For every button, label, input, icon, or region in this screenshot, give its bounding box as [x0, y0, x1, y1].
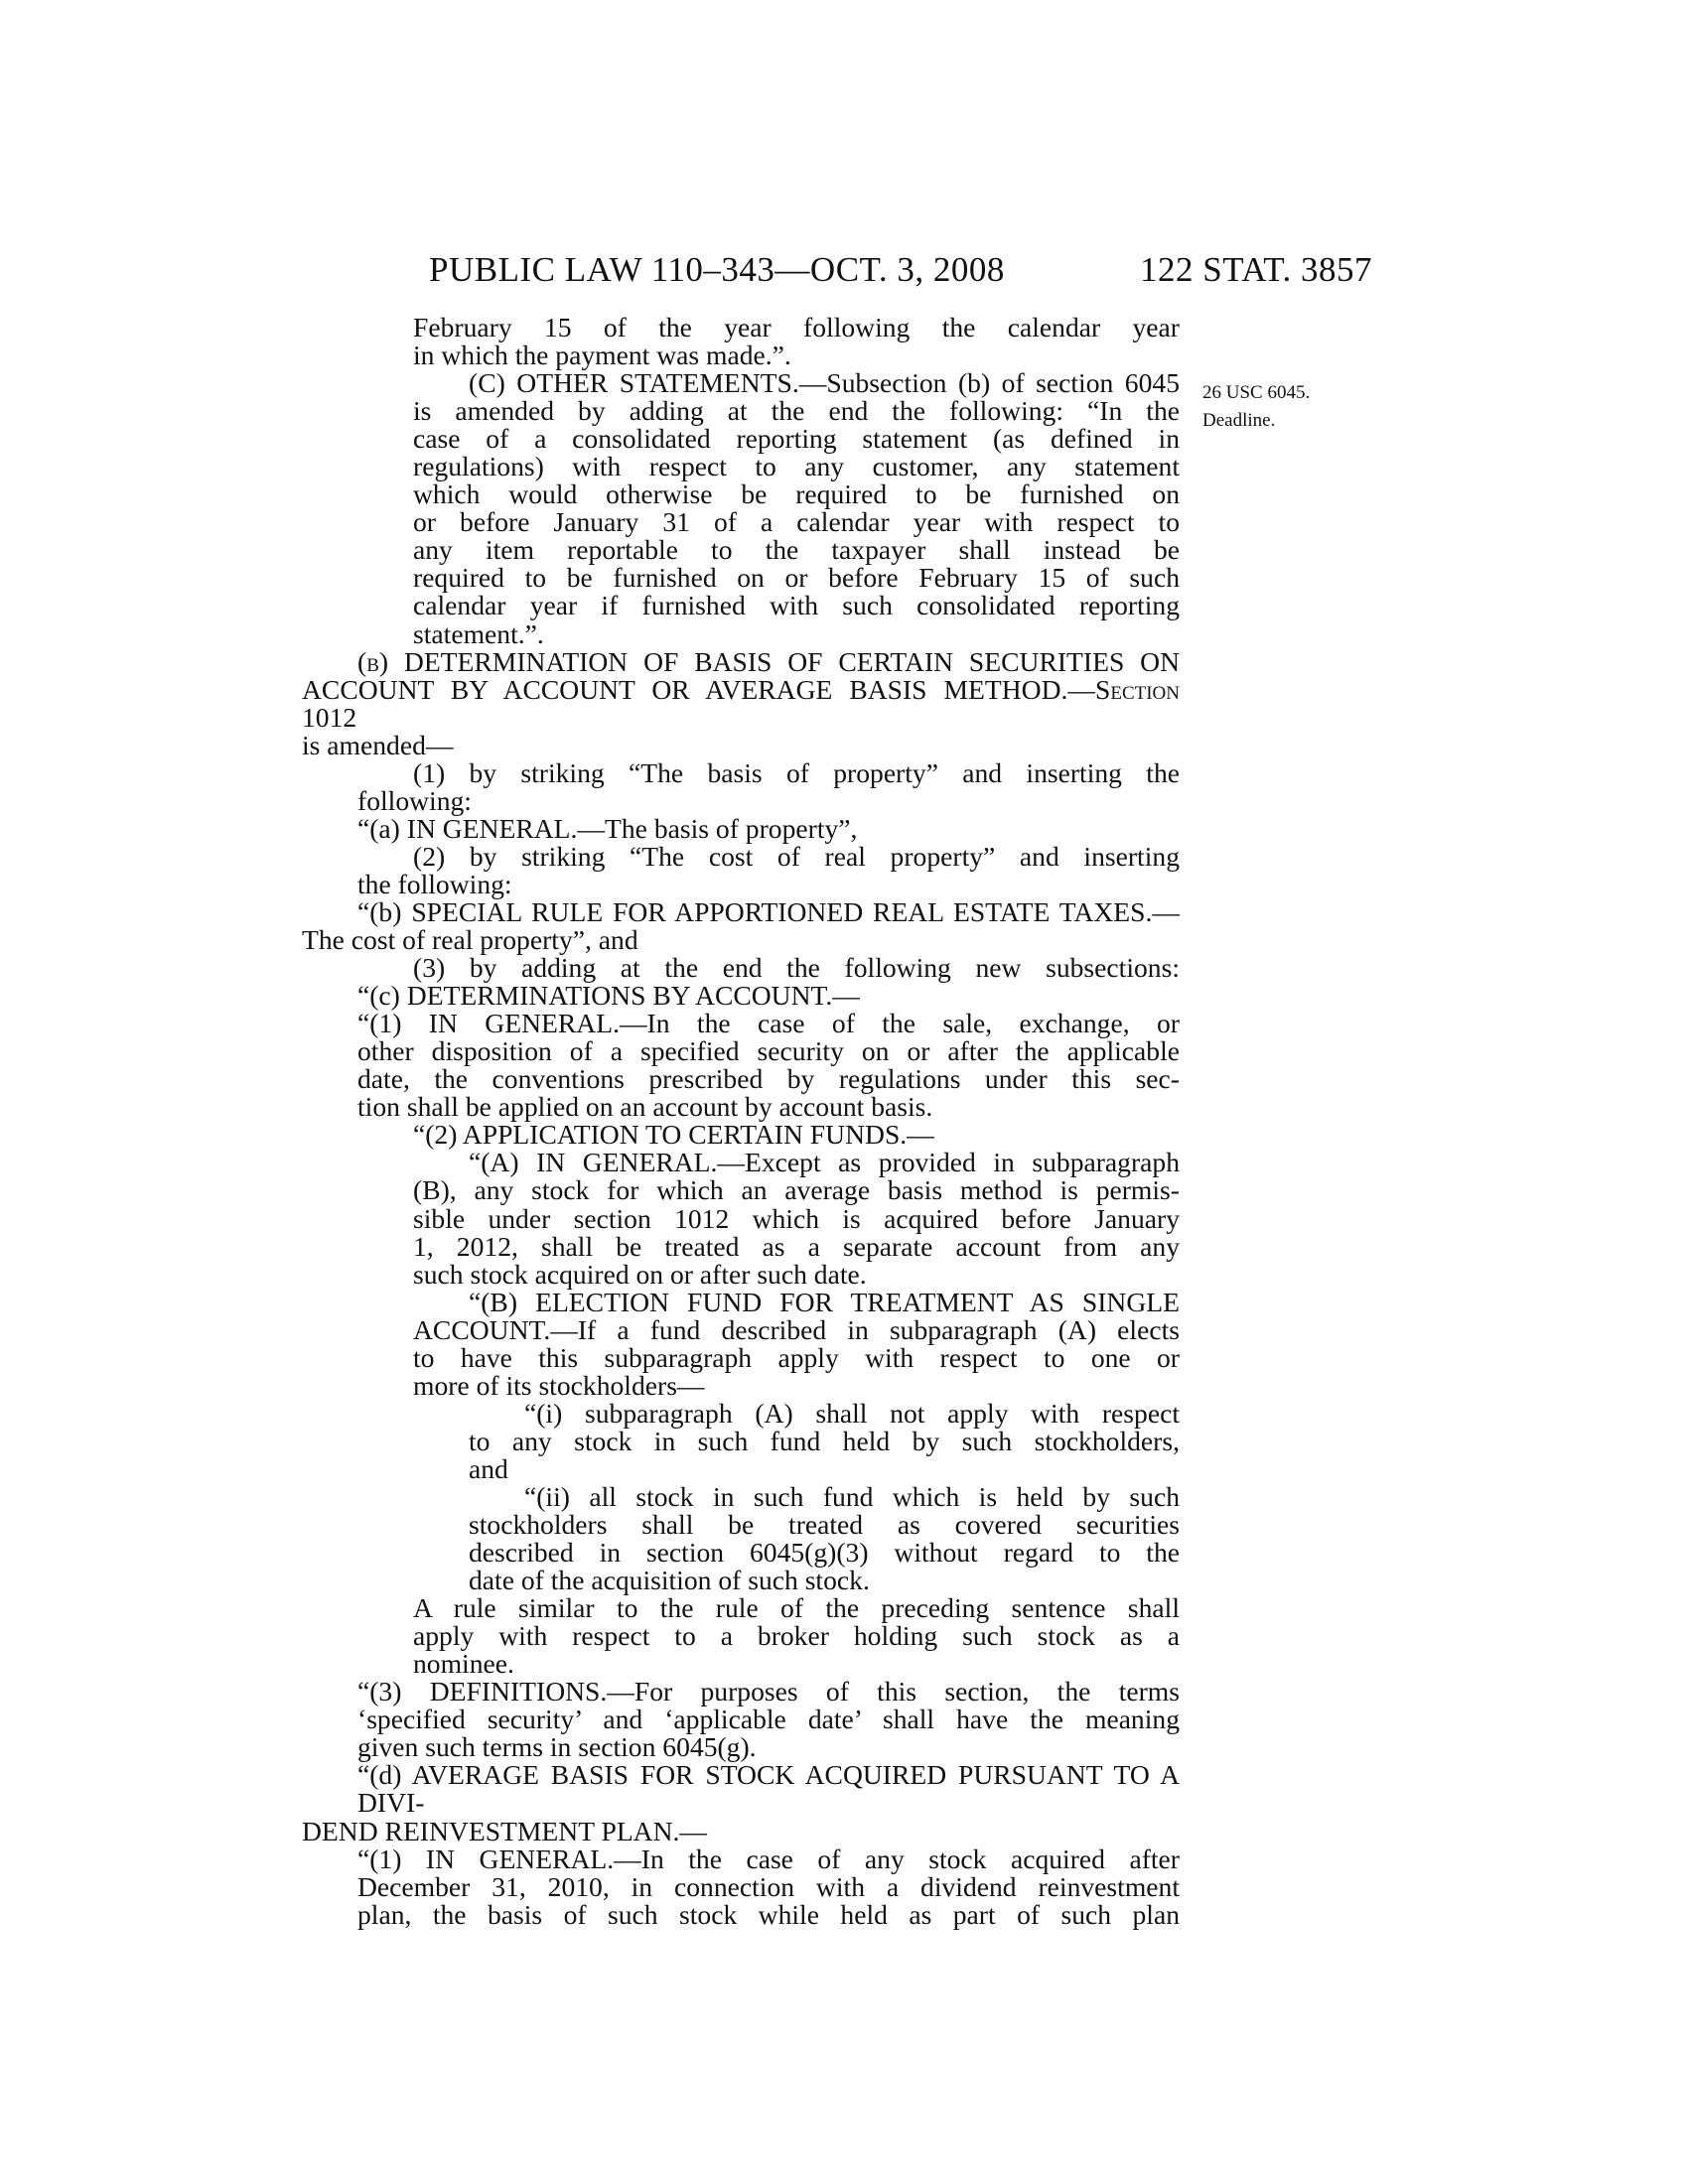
text-line: “(2) APPLICATION TO CERTAIN FUNDS.— — [413, 1119, 934, 1151]
text-line: which would otherwise be required to be furnished on — [413, 478, 1180, 510]
text-line: “(A) IN GENERAL.—Except as provided in subparagraph — [469, 1147, 1180, 1178]
text-line: “(b) SPECIAL RULE FOR APPORTIONED REAL ESTATE TAXES.— — [357, 895, 1180, 927]
text-line: is amended by adding at the end the following: “In the — [413, 395, 1180, 427]
text-line: “(1) IN GENERAL.—In the case of the sale, exchange, or — [357, 1008, 1180, 1039]
text-line: “(i) subparagraph (A) shall not apply with respect — [524, 1397, 1180, 1429]
text-line: such stock acquired on or after such date. — [413, 1258, 867, 1290]
text-line: more of its stockholders— — [413, 1369, 705, 1401]
text-line: required to be furnished on or before February 15 of such — [413, 562, 1180, 594]
text-line: 1, 2012, shall be treated as a separate account from any — [413, 1230, 1180, 1262]
text-line: to any stock in such fund held by such stockholders, — [469, 1425, 1180, 1456]
text-line: calendar year if furnished with such consolidated reporting — [413, 590, 1180, 621]
text-line: regulations) with respect to any customer, any statement — [413, 451, 1180, 482]
text-line: or before January 31 of a calendar year with respect to — [413, 506, 1180, 538]
text-line: date, the conventions prescribed by regulations under this sec- — [357, 1063, 1180, 1095]
text-line: any item reportable to the taxpayer shall instead be — [413, 534, 1180, 566]
text-line: tion shall be applied on an account by account basis. — [357, 1091, 933, 1123]
text-line: (b) DETERMINATION OF BASIS OF CERTAIN SECURITIES ON — [357, 645, 1180, 677]
text-line: in which the payment was made.”. — [413, 340, 791, 371]
text-line: (2) by striking “The cost of real property” and inserting — [413, 840, 1180, 872]
running-header-right: 122 STAT. 3857 — [1140, 250, 1372, 289]
text-line: “(a) IN GENERAL.—The basis of property”, — [357, 812, 858, 844]
text-line: nominee. — [413, 1648, 514, 1680]
text-line: “(1) IN GENERAL.—In the case of any stock acquired after — [357, 1843, 1180, 1874]
margin-note-citation: 26 USC 6045. — [1202, 382, 1311, 403]
text-line: apply with respect to a broker holding such stock as a — [413, 1620, 1180, 1652]
text-line: “(ii) all stock in such fund which is held by such — [524, 1480, 1180, 1512]
text-line: to have this subparagraph apply with respect to one or — [413, 1341, 1180, 1373]
text-line: and — [469, 1452, 508, 1484]
running-header-left: PUBLIC LAW 110–343—OCT. 3, 2008 — [429, 250, 1005, 289]
text-line: ACCOUNT BY ACCOUNT OR AVERAGE BASIS METHOD.—Section 1012 — [302, 673, 1180, 733]
text-line: stockholders shall be treated as covered securities — [469, 1509, 1180, 1541]
text-line: is amended— — [302, 729, 454, 760]
text-line: (3) by adding at the end the following new subsections: — [413, 952, 1180, 984]
text-line: “(d) AVERAGE BASIS FOR STOCK ACQUIRED PURSUANT TO A DIVI- — [357, 1759, 1180, 1819]
text-line: “(c) DETERMINATIONS BY ACCOUNT.— — [357, 980, 860, 1012]
text-line: following: — [357, 784, 472, 816]
text-line: A rule similar to the rule of the preceding sentence shall — [413, 1592, 1180, 1624]
text-line: given such terms in section 6045(g). — [357, 1731, 757, 1763]
text-line: the following: — [357, 868, 512, 899]
text-line: December 31, 2010, in connection with a dividend reinvestment — [357, 1870, 1180, 1902]
margin-note-deadline: Deadline. — [1202, 410, 1276, 431]
text-line: (B), any stock for which an average basis method is permis- — [413, 1174, 1180, 1206]
text-line: case of a consolidated reporting statement (as defined in — [413, 423, 1180, 455]
text-line: February 15 of the year following the calendar year — [413, 312, 1180, 342]
text-line: (C) OTHER STATEMENTS.—Subsection (b) of section 6045 — [469, 367, 1180, 399]
text-line: The cost of real property”, and — [302, 924, 638, 956]
text-line: other disposition of a specified security on or after the applicable — [357, 1035, 1180, 1067]
text-line: DEND REINVESTMENT PLAN.— — [302, 1815, 708, 1846]
text-line: date of the acquisition of such stock. — [469, 1565, 870, 1596]
text-line: described in section 6045(g)(3) without regard to the — [469, 1537, 1180, 1569]
text-line: statement.”. — [413, 617, 544, 649]
statute-text — [302, 314, 1180, 1929]
text-line: sible under section 1012 which is acquired before January — [413, 1202, 1180, 1234]
text-line: (1) by striking “The basis of property” and inserting the — [413, 756, 1180, 788]
text-line: “(B) ELECTION FUND FOR TREATMENT AS SINGLE — [469, 1286, 1180, 1317]
text-line: “(3) DEFINITIONS.—For purposes of this section, the terms — [357, 1676, 1180, 1707]
text-line: ACCOUNT.—If a fund described in subparagraph (A) elects — [413, 1313, 1180, 1345]
text-line: plan, the basis of such stock while held as part of such plan — [357, 1898, 1180, 1930]
text-line: ‘specified security’ and ‘applicable date’ shall have the meaning — [357, 1704, 1180, 1735]
